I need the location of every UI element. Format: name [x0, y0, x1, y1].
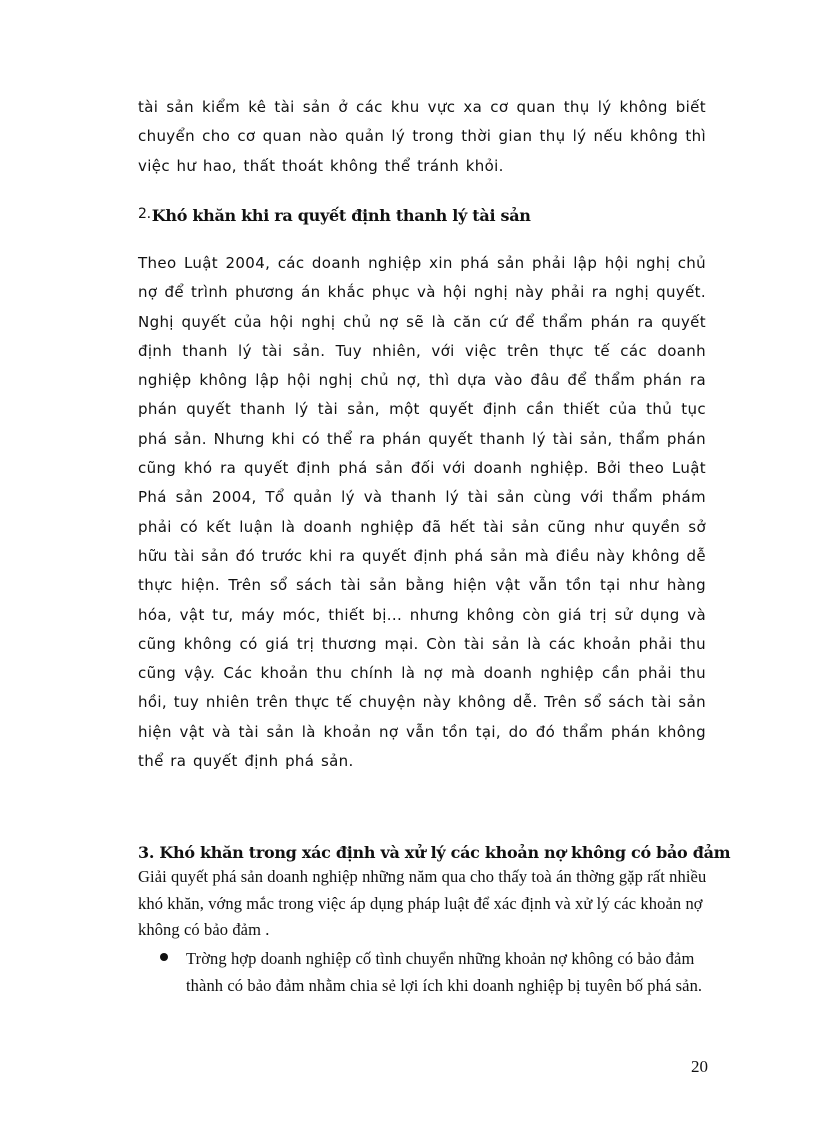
section-heading-2 [138, 206, 531, 225]
paragraph-continuation: tài sản kiểm kê tài sản ở các khu vực xa cơ quan thụ lý không biết chuyển cho cơ quan nào quản lý trong thời gian thụ lý nếu không thì việc hư hao, thất thoát không thể tránh khỏi. [138, 98, 706, 175]
section-heading-3: 3. Khó khăn trong xác định và xử lý các khoản nợ không có bảo đảm [138, 843, 731, 862]
section-number: 2. [138, 206, 151, 222]
paragraph-liquidation-difficulty: Theo Luật 2004, các doanh nghiệp xin phá sản phải lập hội nghị chủ nợ để trình phương án khắc phục và hội nghị này phải ra nghị quyết. Nghị quyết của hội nghị chủ nợ sẽ là căn cứ để thẩm phán ra quyết định thanh lý tài sản. Tuy nhiên, với việc trên thực tế các doanh nghiệp không lập hội nghị chủ nợ, thì dựa vào đâu để thẩm phán ra phán quyết thanh lý tài sản, một quyết định cần thiết của thủ tục phá sản. Nhưng khi có thể ra phán quyết thanh lý tài sản, thẩm phán cũng khó ra quyết định phá sản đối với doanh nghiệp. Bởi theo Luật Phá sản 2004, Tổ quản lý và thanh lý tài sản cùng với thẩm phám phải có kết luận là doanh nghiệp đã hết tài sản cũng như quyền sở hữu tài sản đó trước khi ra quyết định phá sản mà điều này không dễ thực hiện. Trên sổ sách tài sản bằng hiện vật vẫn tồn tại như hàng hóa, vật tư, máy móc, thiết bị... nhưng không còn giá trị sử dụng và cũng không có giá trị thương mại. Còn tài sản là các khoản phải thu cũng vậy. Các khoản thu chính là nợ mà doanh nghiệp cần phải thu hồi, tuy nhiên trên thực tế chuyện này không dễ. Trên sổ sách tài sản hiện vật và tài sản là khoản nợ vẫn tồn tại, do đó thẩm phán không thể ra quyết định phá sản. [138, 254, 706, 771]
bullet-icon [160, 953, 168, 961]
list-item-text: Trờng hợp doanh nghiệp cố tình chuyển những khoản nợ không có bảo đảm thành có bảo đảm nhằm chia sẻ lợi ích khi doanh nghiệp bị tuyên bố phá sản. [186, 949, 703, 995]
paragraph-unsecured-debts: Giải quyết phá sản doanh nghiệp những năm qua cho thấy toà án thờng gặp rất nhiều khó khăn, vớng mắc trong việc áp dụng pháp luật để xác định và xử lý các khoản nợ không có bảo đảm . [138, 867, 707, 939]
page-number: 20 [691, 1057, 708, 1076]
section-heading-text: Khó khăn khi ra quyết định thanh lý tài sản [151, 206, 531, 225]
